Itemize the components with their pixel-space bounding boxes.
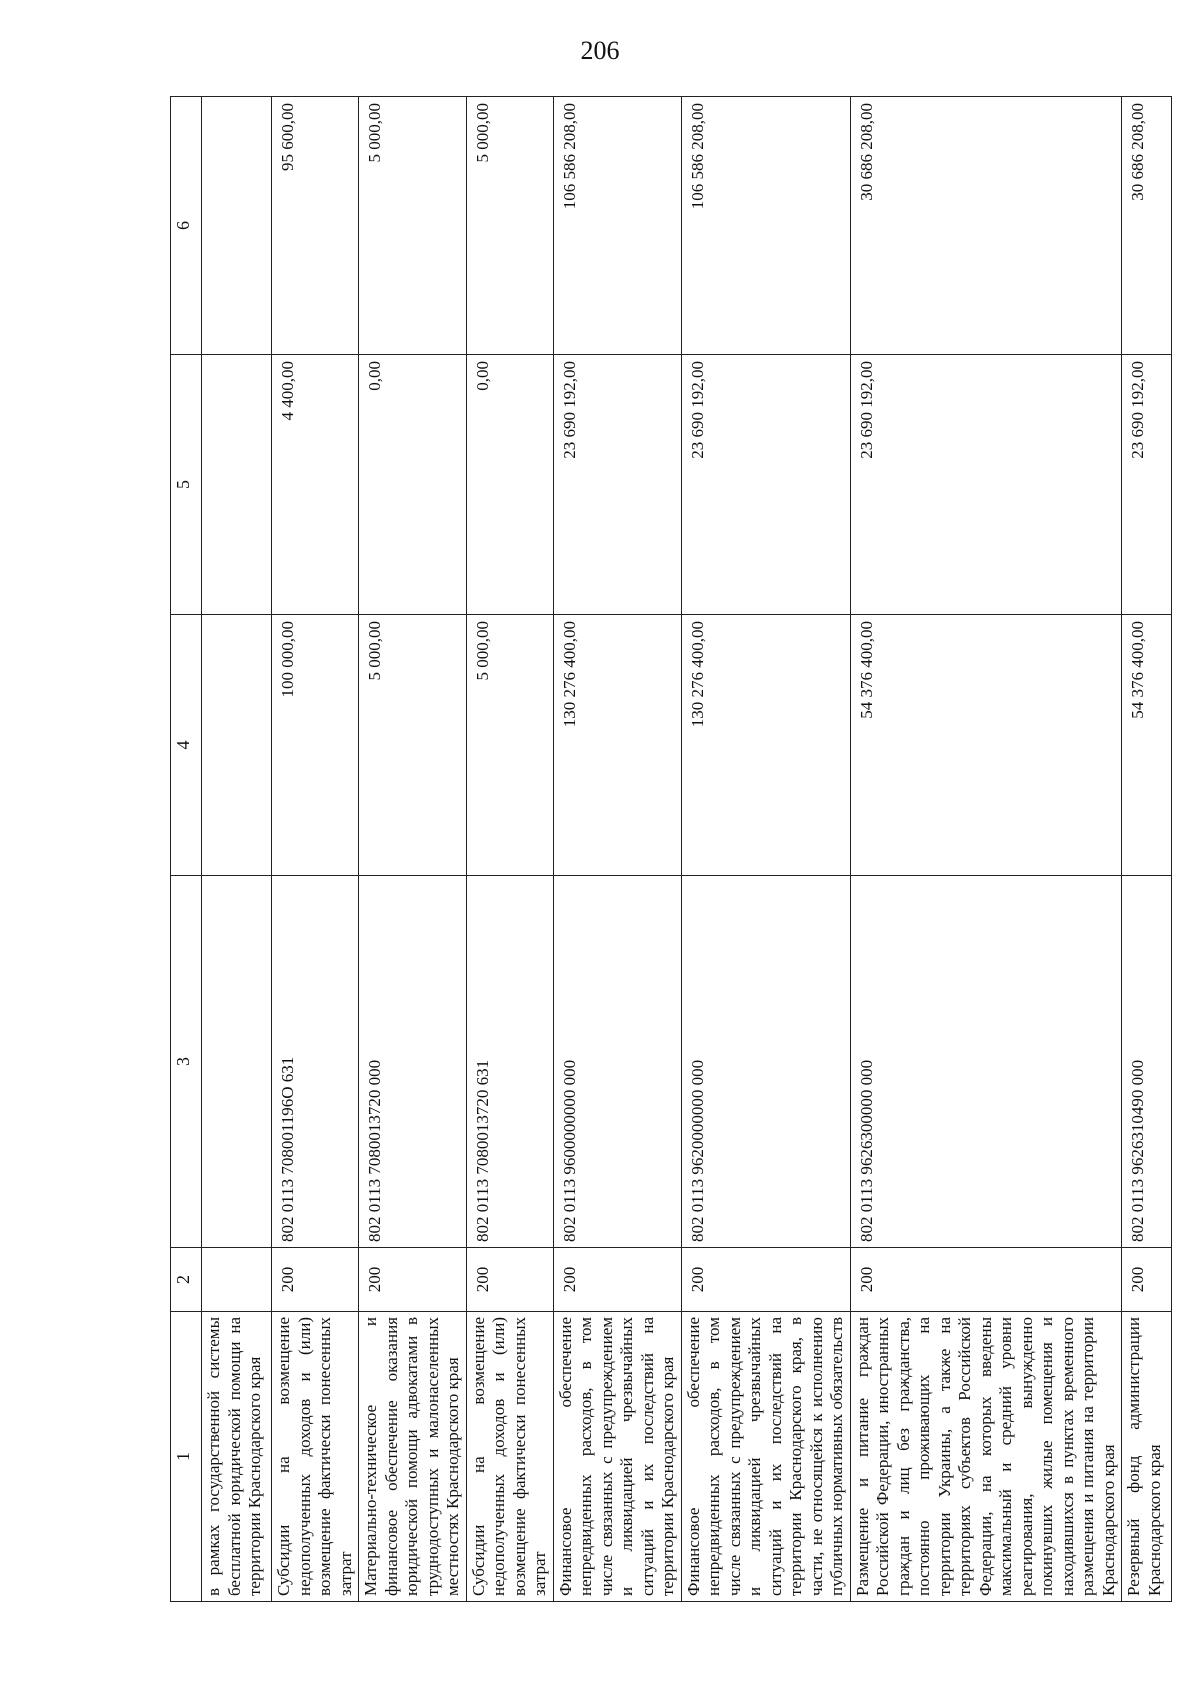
row-kbk: 802 0113 9626310490 000: [1122, 876, 1172, 1248]
row-code: 200: [359, 1248, 467, 1312]
row-kbk: 802 0113 7080013720 631: [466, 876, 553, 1248]
row-col5: 0,00: [466, 355, 553, 615]
row-code: [202, 1248, 272, 1312]
row-name: в рамках государственной системы бесплатной юридической помощи на территории Краснодарского края: [202, 1312, 272, 1602]
row-kbk: 802 0113 9620000000 000: [681, 876, 850, 1248]
row-name: Субсидии на возмещение недополученных доходов и (или) возмещение фактически понесенных затрат: [466, 1312, 553, 1602]
table-row: [359, 97, 467, 1602]
row-col6: 30 686 208,00: [850, 97, 1122, 355]
row-code: 200: [553, 1248, 681, 1312]
row-kbk: [202, 876, 272, 1248]
table-row: [202, 97, 272, 1602]
row-col6: [202, 97, 272, 355]
row-col6: 95 600,00: [272, 97, 359, 355]
row-col6: 30 686 208,00: [1122, 97, 1172, 355]
row-col6: 106 586 208,00: [553, 97, 681, 355]
column-header: 2: [171, 1248, 202, 1312]
row-col6: 5 000,00: [359, 97, 467, 355]
row-col4: 130 276 400,00: [553, 615, 681, 876]
table-row: [850, 97, 1122, 1602]
budget-table-rotated: [170, 97, 1164, 1602]
row-col5: 23 690 192,00: [553, 355, 681, 615]
row-col5: 23 690 192,00: [681, 355, 850, 615]
table-row: [1122, 97, 1172, 1602]
row-kbk: 802 0113 7080013720 000: [359, 876, 467, 1248]
row-col5: 0,00: [359, 355, 467, 615]
row-name: Размещение и питание граждан Российской Федерации, иностранных граждан и лиц без гражданства, постоянно проживающих на территории Украины, а также на территориях субъектов Российской Федерации, на которых введены максимальный и средний уровни реагирования, вынужденно покинувших жилые помещения и находившихся в пунктах временного размещения и питания на территории Краснодарского края: [850, 1312, 1122, 1602]
row-kbk: 802 0113 9626300000 000: [850, 876, 1122, 1248]
row-col4: 54 376 400,00: [1122, 615, 1172, 876]
row-col5: [202, 355, 272, 615]
row-name: Финансовое обеспечение непредвиденных расходов, в том числе связанных с предупреждением и ликвидацией чрезвычайных ситуаций и их последствий на территории Краснодарского края, в части, не относящейся к исполнению публичных нормативных обязательств: [681, 1312, 850, 1602]
column-header: 4: [171, 615, 202, 876]
row-name: Резервный фонд администрации Краснодарского края: [1122, 1312, 1172, 1602]
row-kbk: 802 0113 708001196О 631: [272, 876, 359, 1248]
table-row: [681, 97, 850, 1602]
row-name: Финансовое обеспечение непредвиденных расходов, в том числе связанных с предупреждением и ликвидацией чрезвычайных ситуаций и их последствий на территории Краснодарского края: [553, 1312, 681, 1602]
row-col4: 5 000,00: [466, 615, 553, 876]
row-col6: 5 000,00: [466, 97, 553, 355]
row-col4: [202, 615, 272, 876]
row-code: 200: [466, 1248, 553, 1312]
row-code: 200: [681, 1248, 850, 1312]
row-col5: 23 690 192,00: [850, 355, 1122, 615]
budget-table: [170, 96, 1172, 1602]
column-header: 6: [171, 97, 202, 355]
row-col4: 100 000,00: [272, 615, 359, 876]
table-row: [553, 97, 681, 1602]
row-col4: 54 376 400,00: [850, 615, 1122, 876]
page-number: 206: [580, 36, 620, 65]
row-name: Субсидии на возмещение недополученных доходов и (или) возмещение фактически понесенных затрат: [272, 1312, 359, 1602]
row-col4: 130 276 400,00: [681, 615, 850, 876]
row-code: 200: [272, 1248, 359, 1312]
column-header: 5: [171, 355, 202, 615]
column-header: 3: [171, 876, 202, 1248]
table-row: [272, 97, 359, 1602]
table-header-row: [171, 97, 202, 1602]
row-name: Материально-техническое и финансовое обеспечение оказания юридической помощи адвокатами в труднодоступных и малонаселенных местностях Краснодарского края: [359, 1312, 467, 1602]
row-code: 200: [850, 1248, 1122, 1312]
row-col6: 106 586 208,00: [681, 97, 850, 355]
row-kbk: 802 0113 9600000000 000: [553, 876, 681, 1248]
row-col4: 5 000,00: [359, 615, 467, 876]
row-code: 200: [1122, 1248, 1172, 1312]
table-row: [466, 97, 553, 1602]
row-col5: 23 690 192,00: [1122, 355, 1172, 615]
column-header: 1: [171, 1312, 202, 1602]
row-col5: 4 400,00: [272, 355, 359, 615]
